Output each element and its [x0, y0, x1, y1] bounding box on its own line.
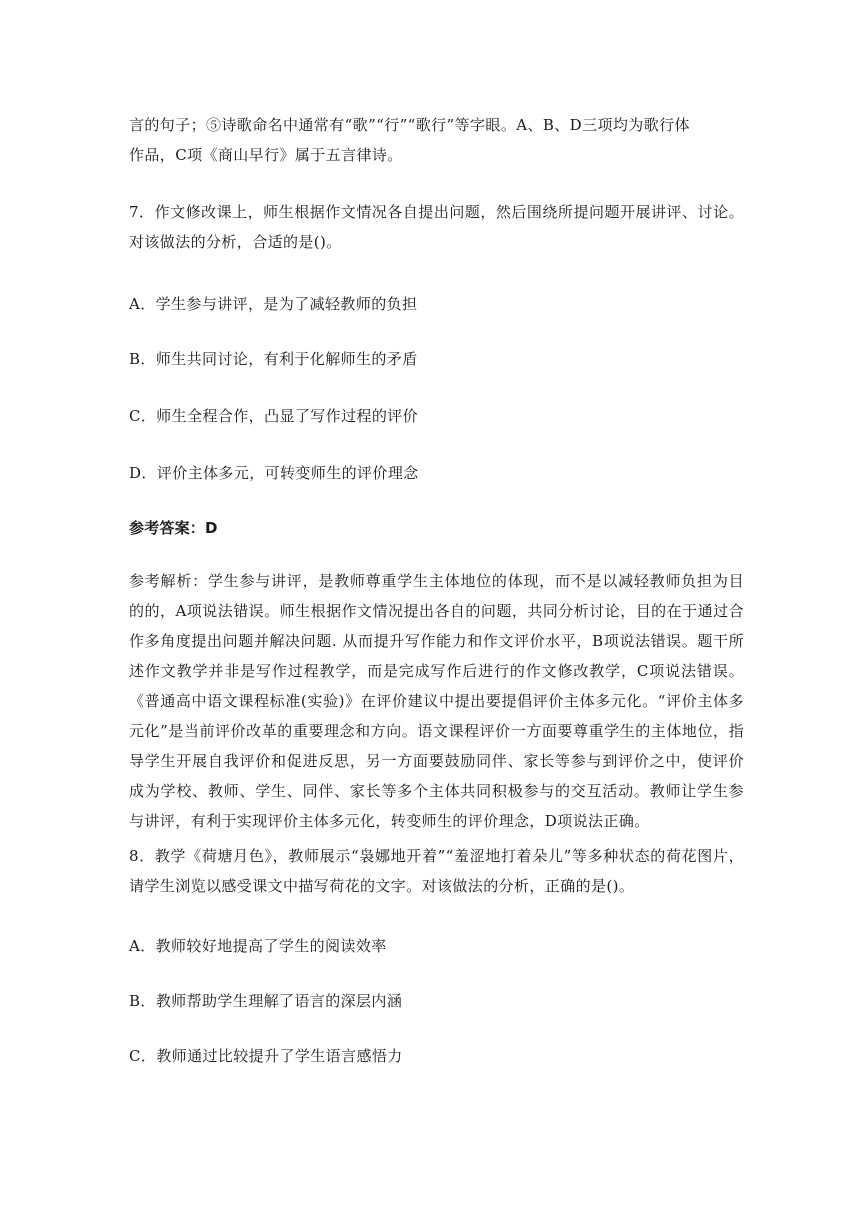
question-8-stem: 8．教学《荷塘月色》，教师展示“袅娜地开着”“羞涩地打着朵儿”等多种状态的荷花图片，请学生浏览以感受课文中描写荷花的文字。对该做法的分析，正确的是()。: [129, 847, 744, 895]
intro-line-1: 言的句子；⑤诗歌命名中通常有“歌”“行”“歌行”等字眼。A、B、D三项均为歌行体: [129, 116, 690, 134]
question-7-option-b: B．师生共同讨论，有利于化解师生的矛盾: [129, 350, 418, 368]
question-7-answer: 参考答案：D: [129, 519, 218, 537]
intro-line-2: 作品，C项《商山早行》属于五言律诗。: [129, 146, 403, 164]
question-7-analysis: 参考解析：学生参与讲评，是教师尊重学生主体地位的体现，而不是以减轻教师负担为目的的，A项说法错误。师生根据作文情况提出各自的问题，共同分析讨论，目的在于通过合作多角度提出问题并解决问题. 从而提升写作能力和作文评价水平，B项说法错误。题干所述作文教学并非是写作过程教学，而是完成写作后进行的作文修改教学，C项说法错误。《普通高中语文课程标准(实验)》在评价建议中提出要提倡评价主体多元化。“评价主体多元化”是当前评价改革的重要理念和方向。语文课程评价一方面要尊重学生的主体地位，指导学生开展自我评价和促进反思，另一方面要鼓励同伴、家长等参与到评价之中，使评价成为学校、教师、学生、同伴、家长等多个主体共同积极参与的交互活动。教师让学生参与讲评，有利于实现评价主体多元化，转变师生的评价理念，D项说法正确。: [129, 572, 744, 830]
question-7-option-d: D．评价主体多元，可转变师生的评价理念: [129, 464, 419, 482]
question-7-option-c: C．师生全程合作，凸显了写作过程的评价: [129, 407, 419, 425]
question-7-option-a: A．学生参与讲评，是为了减轻教师的负担: [129, 295, 418, 313]
question-8-option-a: A．教师较好地提高了学生的阅读效率: [129, 937, 387, 955]
question-8-option-b: B．教师帮助学生理解了语言的深层内涵: [129, 992, 403, 1010]
question-7-stem: 7．作文修改课上，师生根据作文情况各自提出问题，然后围绕所提问题开展讲评、讨论。对该做法的分析，合适的是()。: [129, 203, 744, 251]
question-8-option-c: C．教师通过比较提升了学生语言感悟力: [129, 1047, 403, 1065]
